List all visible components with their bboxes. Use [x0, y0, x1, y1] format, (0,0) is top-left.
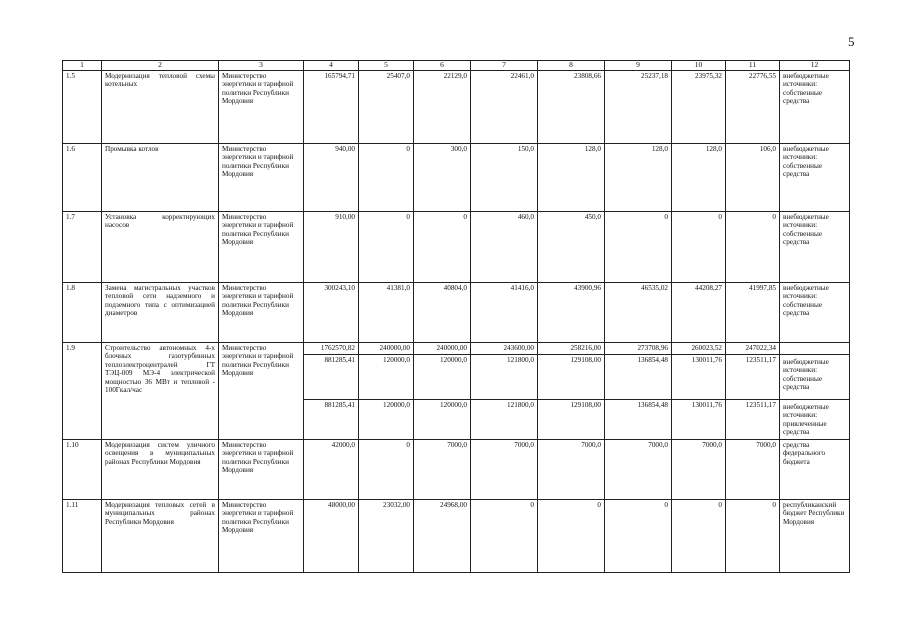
- table-row: [63, 283, 850, 343]
- table-row: [63, 144, 850, 212]
- value-cell: 0: [471, 500, 538, 573]
- executor-cell: Министерство энергетики и тарифной политики Республики Мордовия: [219, 212, 304, 283]
- value-cell: 7000,0: [471, 440, 538, 500]
- value-cell: 130011,76: [672, 400, 726, 440]
- value-cell: 0: [538, 500, 605, 573]
- value-cell: 121800,0: [471, 400, 538, 440]
- value-cell: 243600,00: [471, 343, 538, 355]
- executor-cell: Министерство энергетики и тарифной политики Республики Мордовия: [219, 283, 304, 343]
- value-cell: 24968,00: [414, 500, 471, 573]
- value-cell: 128,0: [605, 144, 672, 212]
- value-cell: 43900,96: [538, 283, 605, 343]
- executor-cell: Министерство энергетики и тарифной политики Республики Мордовия: [219, 144, 304, 212]
- source-cell: внебюджетные источники: собственные средства: [780, 283, 850, 343]
- column-number-cell: 6: [414, 61, 471, 71]
- value-cell: 7000,0: [538, 440, 605, 500]
- row-id-cell: 1.11: [63, 500, 102, 573]
- value-cell: 120000,0: [414, 355, 471, 400]
- column-number-cell: 3: [219, 61, 304, 71]
- value-cell: 7000,0: [414, 440, 471, 500]
- value-cell: 0: [359, 440, 414, 500]
- value-cell: 130011,76: [672, 355, 726, 400]
- column-number-cell: 12: [780, 61, 850, 71]
- row-id-cell: 1.6: [63, 144, 102, 212]
- row-id-cell: 1.10: [63, 440, 102, 500]
- row-id-cell: 1.7: [63, 212, 102, 283]
- value-cell: 0: [672, 212, 726, 283]
- value-cell: 240000,00: [359, 343, 414, 355]
- measure-name-cell: Модернизация тепловых сетей в муниципальных районах Республики Мордовия: [102, 500, 219, 573]
- measure-name-cell: Модернизация тепловой схемы котельных: [102, 71, 219, 144]
- value-cell: 273708,96: [605, 343, 672, 355]
- value-cell: 44208,27: [672, 283, 726, 343]
- value-cell: 22129,0: [414, 71, 471, 144]
- source-cell: [780, 343, 850, 355]
- column-number-cell: 1: [63, 61, 102, 71]
- value-cell: 40804,0: [414, 283, 471, 343]
- executor-cell: Министерство энергетики и тарифной политики Республики Мордовия: [219, 71, 304, 144]
- value-cell: 23808,66: [538, 71, 605, 144]
- value-cell: 25237,18: [605, 71, 672, 144]
- table-row: [63, 343, 850, 355]
- value-cell: 25407,0: [359, 71, 414, 144]
- value-cell: 121800,0: [471, 355, 538, 400]
- value-cell: 129108,00: [538, 355, 605, 400]
- value-cell: 23032,00: [359, 500, 414, 573]
- value-cell: 123511,17: [726, 400, 780, 440]
- column-number-cell: 8: [538, 61, 605, 71]
- measure-name-cell: Модернизация систем уличного освещения в муниципальных районах Республики Мордовия: [102, 440, 219, 500]
- page-number: 5: [848, 34, 855, 49]
- value-cell: 22776,55: [726, 71, 780, 144]
- value-cell: 46535,02: [605, 283, 672, 343]
- value-cell: 940,00: [304, 144, 359, 212]
- value-cell: 0: [414, 212, 471, 283]
- value-cell: 300243,10: [304, 283, 359, 343]
- table-row: [63, 500, 850, 573]
- source-cell: внебюджетные источники: собственные средства: [780, 355, 850, 400]
- row-id-cell: 1.9: [63, 343, 102, 440]
- value-cell: 1762570,82: [304, 343, 359, 355]
- source-cell: внебюджетные источники: собственные средства: [780, 144, 850, 212]
- column-number-cell: 4: [304, 61, 359, 71]
- executor-cell: Министерство энергетики и тарифной политики Республики Мордовия: [219, 440, 304, 500]
- measure-name-cell: Промывка котлов: [102, 144, 219, 212]
- value-cell: 7000,0: [605, 440, 672, 500]
- value-cell: 120000,0: [414, 400, 471, 440]
- measure-name-cell: Замена магистральных участков тепловой сети надземного и подземного типа с оптимизацией диаметров: [102, 283, 219, 343]
- value-cell: 136854,48: [605, 400, 672, 440]
- source-cell: средства федерального бюджета: [780, 440, 850, 500]
- value-cell: 0: [672, 500, 726, 573]
- source-cell: внебюджетные источники: привлеченные средства: [780, 400, 850, 440]
- value-cell: 123511,17: [726, 355, 780, 400]
- value-cell: 0: [359, 144, 414, 212]
- value-cell: 128,0: [538, 144, 605, 212]
- column-number-cell: 2: [102, 61, 219, 71]
- value-cell: 0: [605, 500, 672, 573]
- column-number-cell: 5: [359, 61, 414, 71]
- value-cell: 910,00: [304, 212, 359, 283]
- column-number-cell: 11: [726, 61, 780, 71]
- value-cell: 150,0: [471, 144, 538, 212]
- column-number-cell: 9: [605, 61, 672, 71]
- table-row: [63, 440, 850, 500]
- value-cell: 0: [726, 500, 780, 573]
- row-id-cell: 1.5: [63, 71, 102, 144]
- value-cell: 240000,00: [414, 343, 471, 355]
- value-cell: 106,0: [726, 144, 780, 212]
- executor-cell: Министерство энергетики и тарифной политики Республики Мордовия: [219, 343, 304, 440]
- source-cell: внебюджетные источники: собственные средства: [780, 212, 850, 283]
- value-cell: 260023,52: [672, 343, 726, 355]
- row-id-cell: 1.8: [63, 283, 102, 343]
- value-cell: 247022,34: [726, 343, 780, 355]
- value-cell: 22461,0: [471, 71, 538, 144]
- column-number-cell: 7: [471, 61, 538, 71]
- value-cell: 450,0: [538, 212, 605, 283]
- measure-name-cell: Установка корректирующих насосов: [102, 212, 219, 283]
- value-cell: 42000,0: [304, 440, 359, 500]
- value-cell: 0: [359, 212, 414, 283]
- value-cell: 258216,00: [538, 343, 605, 355]
- value-cell: 7000,0: [726, 440, 780, 500]
- value-cell: 7000,0: [672, 440, 726, 500]
- measure-name-cell: Строительство автономных 4-х блочных газотурбинных теплоэлектроцентралей ГТ ТЭЦ-009 МЭ-4 электрической мощностью 36 МВт и тепловой - 100Гкал/час: [102, 343, 219, 440]
- value-cell: 120000,0: [359, 355, 414, 400]
- value-cell: 881285,41: [304, 400, 359, 440]
- value-cell: 0: [605, 212, 672, 283]
- executor-cell: Министерство энергетики и тарифной политики Республики Мордовия: [219, 500, 304, 573]
- value-cell: 48000,00: [304, 500, 359, 573]
- column-number-row: [63, 61, 850, 71]
- table-row: [63, 71, 850, 144]
- source-cell: внебюджетные источники: собственные средства: [780, 71, 850, 144]
- value-cell: 881285,41: [304, 355, 359, 400]
- value-cell: 129108,00: [538, 400, 605, 440]
- value-cell: 300,0: [414, 144, 471, 212]
- value-cell: 23975,32: [672, 71, 726, 144]
- table-row: [63, 212, 850, 283]
- source-cell: республиканский бюджет Республики Мордовия: [780, 500, 850, 573]
- value-cell: 120000,0: [359, 400, 414, 440]
- value-cell: 136854,48: [605, 355, 672, 400]
- value-cell: 165794,71: [304, 71, 359, 144]
- value-cell: 460,0: [471, 212, 538, 283]
- column-number-cell: 10: [672, 61, 726, 71]
- value-cell: 41416,0: [471, 283, 538, 343]
- value-cell: 41381,0: [359, 283, 414, 343]
- value-cell: 41997,85: [726, 283, 780, 343]
- value-cell: 128,0: [672, 144, 726, 212]
- program-table: [62, 60, 850, 573]
- value-cell: 0: [726, 212, 780, 283]
